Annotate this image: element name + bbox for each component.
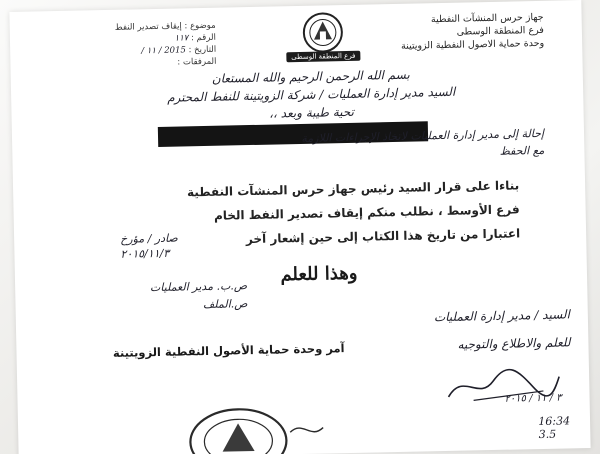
handwritten-minute (350, 300, 571, 361)
corner-number: 3.5 (538, 427, 557, 442)
handwritten-note (44, 125, 545, 169)
letterhead-left (106, 20, 217, 70)
body-line-2: فرع الأوسط ، نطلب منكم إيقاف تصدير النفط الخام (213, 202, 520, 223)
letterhead-org: جهاز حرس المنشآت النفطية (430, 11, 544, 26)
number-label: الرقم : (190, 32, 217, 44)
basmala-line: بسم الله الرحمن الرحيم والله المستعان (211, 67, 410, 86)
emblem-icon (299, 11, 346, 54)
body-line-1: بناءا على قرار السيد رئيس جهاز حرس المنشآت النفطية (186, 178, 520, 200)
letterhead-branch: فرع المنطقة الوسطى (456, 24, 544, 38)
minute-line-1: السيد / مدير إدارة العمليات (433, 307, 570, 325)
letterhead-unit: وحدة حماية الاصول النفطية الزويتينة (400, 37, 545, 52)
official-stamp-icon (177, 391, 328, 454)
letterhead-right (354, 11, 545, 54)
cc-block (127, 277, 248, 316)
letterhead-emblem (287, 11, 358, 68)
letter-page (9, 0, 590, 454)
body-line-3: اعتبارا من تاريخ هذا الكتاب إلى حين إشعار آخر (245, 226, 521, 247)
signer-title: آمر وحدة حماية الأصول النفطية الزويتينة (112, 341, 345, 360)
date-value: 2015 / ١١ / (141, 45, 186, 57)
addressee-line: السيد مدير إدارة العمليات / شركة الزويتينة للنفط المحترم (166, 84, 456, 105)
emblem-badge: فرع المنطقة الوسطى (286, 51, 360, 63)
cc-line-2: ص.الملف (202, 297, 248, 312)
subject-field: موضوع : إيقاف تصدير النفط (114, 20, 216, 33)
number-value: ١١٧ (174, 33, 189, 44)
date-hand-value: ٢٠١٥/١١/٣ (120, 246, 170, 261)
date-hand-label: صادر / مؤرخ (120, 231, 178, 246)
corner-notes (538, 414, 570, 441)
minute-line-2: للعلم والاطلاع والتوجيه (457, 335, 571, 352)
salutation-block (101, 63, 522, 126)
note-line-2: مع الحفظ (499, 143, 545, 158)
cc-line-1: ص.ب. مدير العمليات (149, 279, 248, 295)
note-line-1: إحالة إلى مدير إدارة العمليات لاتخاذ الإجراءات اللازمة (301, 126, 545, 145)
date-label: التاريخ : (188, 44, 217, 56)
handwritten-date (120, 229, 241, 262)
greeting-line: تحية طيبة وبعد ،، (269, 104, 355, 121)
corner-time: 16:34 (538, 414, 571, 429)
closing-line: وهذا للعلم (280, 262, 358, 286)
minute-date: ٣ / ١١ / ٢٠١٥ (504, 392, 562, 405)
attachments-field: المرفقات : (177, 56, 217, 68)
